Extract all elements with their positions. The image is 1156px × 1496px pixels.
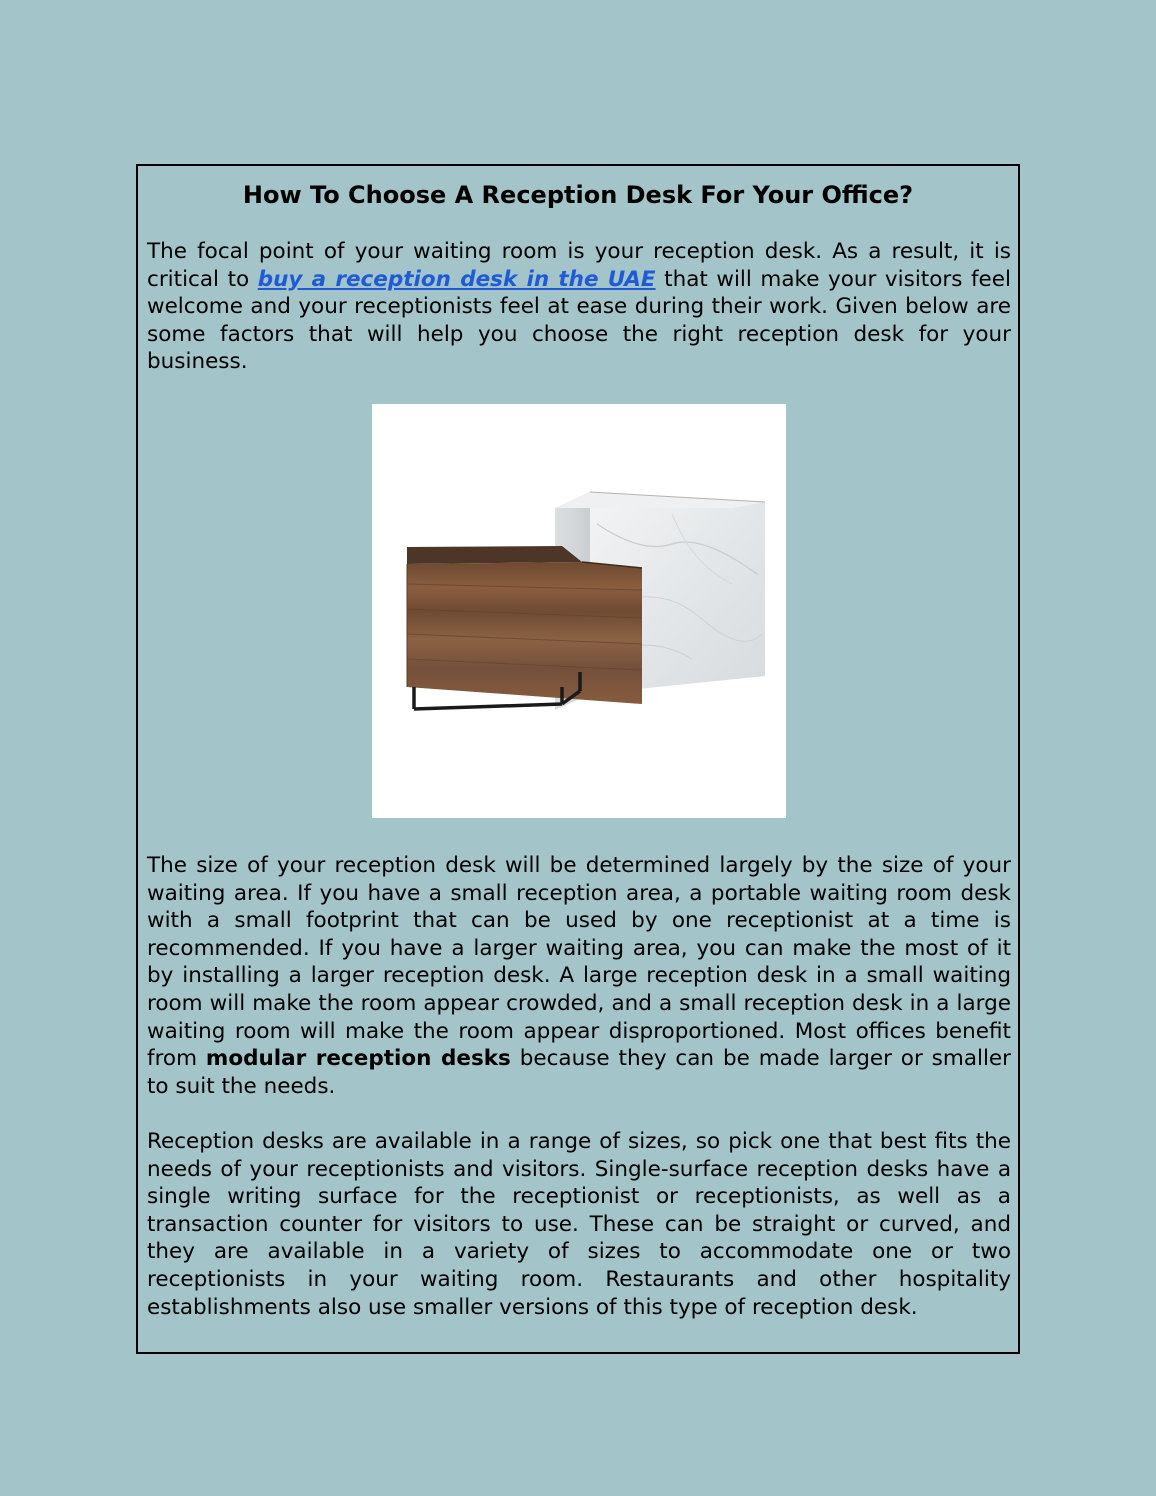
intro-text-start: The focal point of your waiting room is your reception desk. As a result, it is critical to xyxy=(147,239,1011,292)
size-text-end: because they can be made larger or smaller to suit the needs. xyxy=(147,1046,1012,1099)
reception-desk-illustration xyxy=(372,404,786,818)
document-page xyxy=(136,164,1020,1354)
page-title: How To Choose A Reception Desk For Your Office? xyxy=(242,181,914,209)
reception-desk-link[interactable]: buy a reception desk in the UAE xyxy=(257,266,656,292)
wood-top-surface xyxy=(407,546,582,564)
types-paragraph: Reception desks are available in a range of sizes, so pick one that best fits the needs of your receptionists and visitors. Single-surface reception desks have a single writing surface for the receptionist or receptionists, as well as a transaction counter for visitors to use. These can be straight or curved, and they are available in a variety of sizes to accommodate one or two receptionists in your waiting room. Restaurants and other hospitality establishments also use smaller versions of this type of reception desk. xyxy=(147,1129,1011,1320)
modular-desks-emphasis: modular reception desks xyxy=(205,1046,511,1072)
intro-text-end: that will make your visitors feel welcome and your receptionists feel at ease during their work. Given below are some factors that will help you choose the right reception desk for your business. xyxy=(147,266,1011,375)
reception-desk-image xyxy=(372,404,786,818)
size-paragraph xyxy=(147,852,1011,1100)
wood-front-face xyxy=(407,562,642,704)
intro-paragraph xyxy=(147,238,1011,376)
size-text-start: The size of your reception desk will be determined largely by the size of your waiting area. If you have a small reception area, a portable waiting room desk with a small footprint that can be used by one receptionist at a time is recommended. If you have a larger waiting area, you can make the most of it by installing a larger reception desk. A large reception desk in a small waiting room will make the room appear crowded, and a small reception desk in a large waiting room will make the room appear disproportioned. Most offices benefit from xyxy=(147,853,1011,1072)
